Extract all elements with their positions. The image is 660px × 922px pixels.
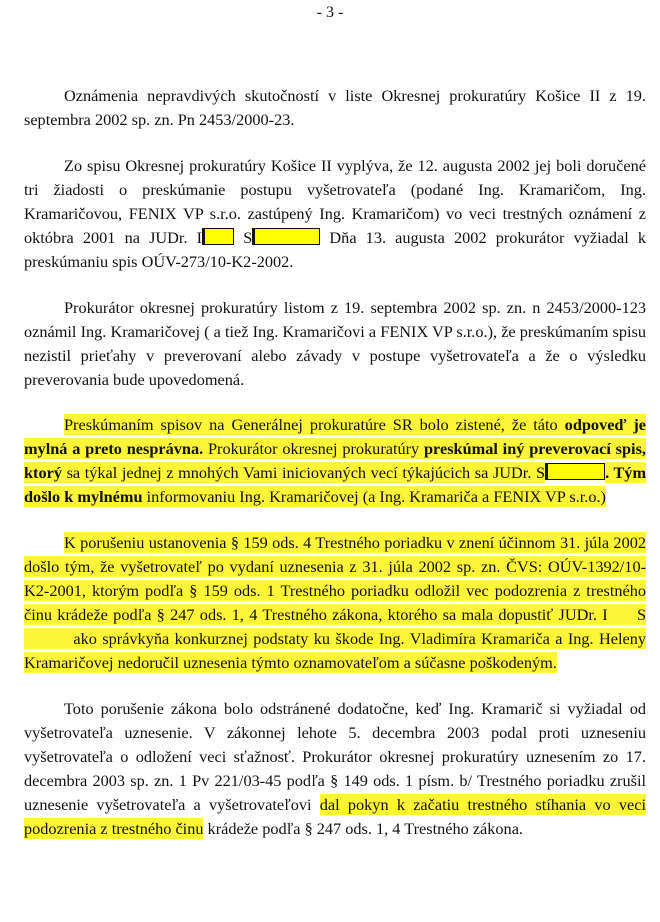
redaction-box xyxy=(202,228,234,245)
paragraph-2 xyxy=(24,154,646,274)
paragraph-6-text-a: Toto porušenie zákona bolo odstránené dodatočne, keď Ing. Kramarič si vyžiadal od vyšetrovateľa uznesenie. V zákonnej lehote 5. decembra 2003 podal proti uzneseniu vyšetrovateľa o odložení veci sťažnosť. Prokurátor okresnej prokuratúry uznesením zo 17. decembra 2003 sp. zn. 1 Pv 221/03-45 podľa § 149 ods. 1 písm. b/ Trestného poriadku zrušil uznesenie vyšetrovateľa a vyšetrovateľovi xyxy=(24,699,646,814)
highlight-bold-span: preskúmal iný preverovací spis, ktorý xyxy=(24,439,646,482)
page-number: - 3 - xyxy=(316,4,344,21)
redaction-box xyxy=(252,228,320,245)
paragraph-3-text: Prokurátor okresnej prokuratúry listom z 19. septembra 2002 sp. zn. n 2453/2000-123 oznámil Ing. Kramaričovej ( a tiež Ing. Kramaričovi a FENIX VP s.r.o.), že preskúmaním spisu nezistil prieťahy v preverovaní alebo závady v postupe vyšetrovateľa a že o výsledku preverovania bude upovedomená. xyxy=(24,298,646,389)
highlight-span: sa týkal jednej z mnohých Vami iniciovaných vecí týkajúcich sa JUDr. S xyxy=(61,463,546,482)
document-body xyxy=(24,84,646,864)
highlight-span: Prokurátor okresnej prokuratúry xyxy=(203,439,424,458)
paragraph-1 xyxy=(24,84,646,132)
highlight-span: K porušeniu ustanovenia § 159 ods. 4 Trestného poriadku v znení účinnom 31. júla 2002 došlo tým, že vyšetrovateľ po vydaní uznesenia z 31. júla 2002 sp. zn. ČVS: OÚV-1392/10-K2-2001, ktorým podľa § 159 ods. 1 Trestného poriadku odložil vec podozrenia z trestného činu krádeže podľa § 247 ods. 1, 4 Trestného zákona, ktorého sa mala dopustiť JUDr. I xyxy=(24,533,646,624)
highlight-span: S xyxy=(631,605,646,624)
highlight-span: Preskúmaním spisov na Generálnej prokuratúre SR bolo zistené, že táto xyxy=(64,415,565,434)
redaction-gap xyxy=(24,631,68,646)
paragraph-6-text-c: krádeže podľa § 247 ods. 1, 4 Trestného zákona. xyxy=(203,819,523,838)
paragraph-3 xyxy=(24,296,646,392)
highlight-span: informovaniu Ing. Kramaričovej (a Ing. Kramariča a FENIX VP s.r.o.) xyxy=(142,487,606,506)
highlight-bold-span: . Tým došlo k mylnému xyxy=(24,463,647,506)
redaction-box xyxy=(545,463,605,480)
paragraph-2-text-c: Dňa 13. augusta 2002 prokurátor vyžiadal k preskúmaniu spis OÚV-273/10-K2-2002. xyxy=(24,228,646,271)
highlight-span: dal pokyn k začatiu trestného stíhania vo veci podozrenia z trestného činu xyxy=(24,795,646,838)
highlight-span: ako správkyňa konkurznej podstaty ku škode Ing. Vladimíra Kramariča a Ing. Heleny Kramaričovej nedoručil uznesenia týmto oznamovateľom a súčasne poškodeným. xyxy=(24,629,646,672)
paragraph-2-text-a: Zo spisu Okresnej prokuratúry Košice II vyplýva, že 12. augusta 2002 jej boli doručené tri žiadosti o preskúmanie postupu vyšetrovateľa (podané Ing. Kramaričom, Ing. Kramaričovou, FENIX VP s.r.o. zastúpený Ing. Kramaričom) vo veci trestných oznámení z októbra 2001 na JUDr. I xyxy=(24,156,646,247)
paragraph-2-text-b: S xyxy=(234,228,253,247)
paragraph-5 xyxy=(24,531,646,675)
paragraph-4 xyxy=(24,413,646,509)
highlight-bold-span: odpoveď je mylná a preto nesprávna. xyxy=(24,415,646,458)
paragraph-1-text: Oznámenia nepravdivých skutočností v liste Okresnej prokuratúry Košice II z 19. septembra 2002 sp. zn. Pn 2453/2000-23. xyxy=(24,86,646,129)
redaction-gap xyxy=(608,607,632,622)
paragraph-6 xyxy=(24,697,646,841)
